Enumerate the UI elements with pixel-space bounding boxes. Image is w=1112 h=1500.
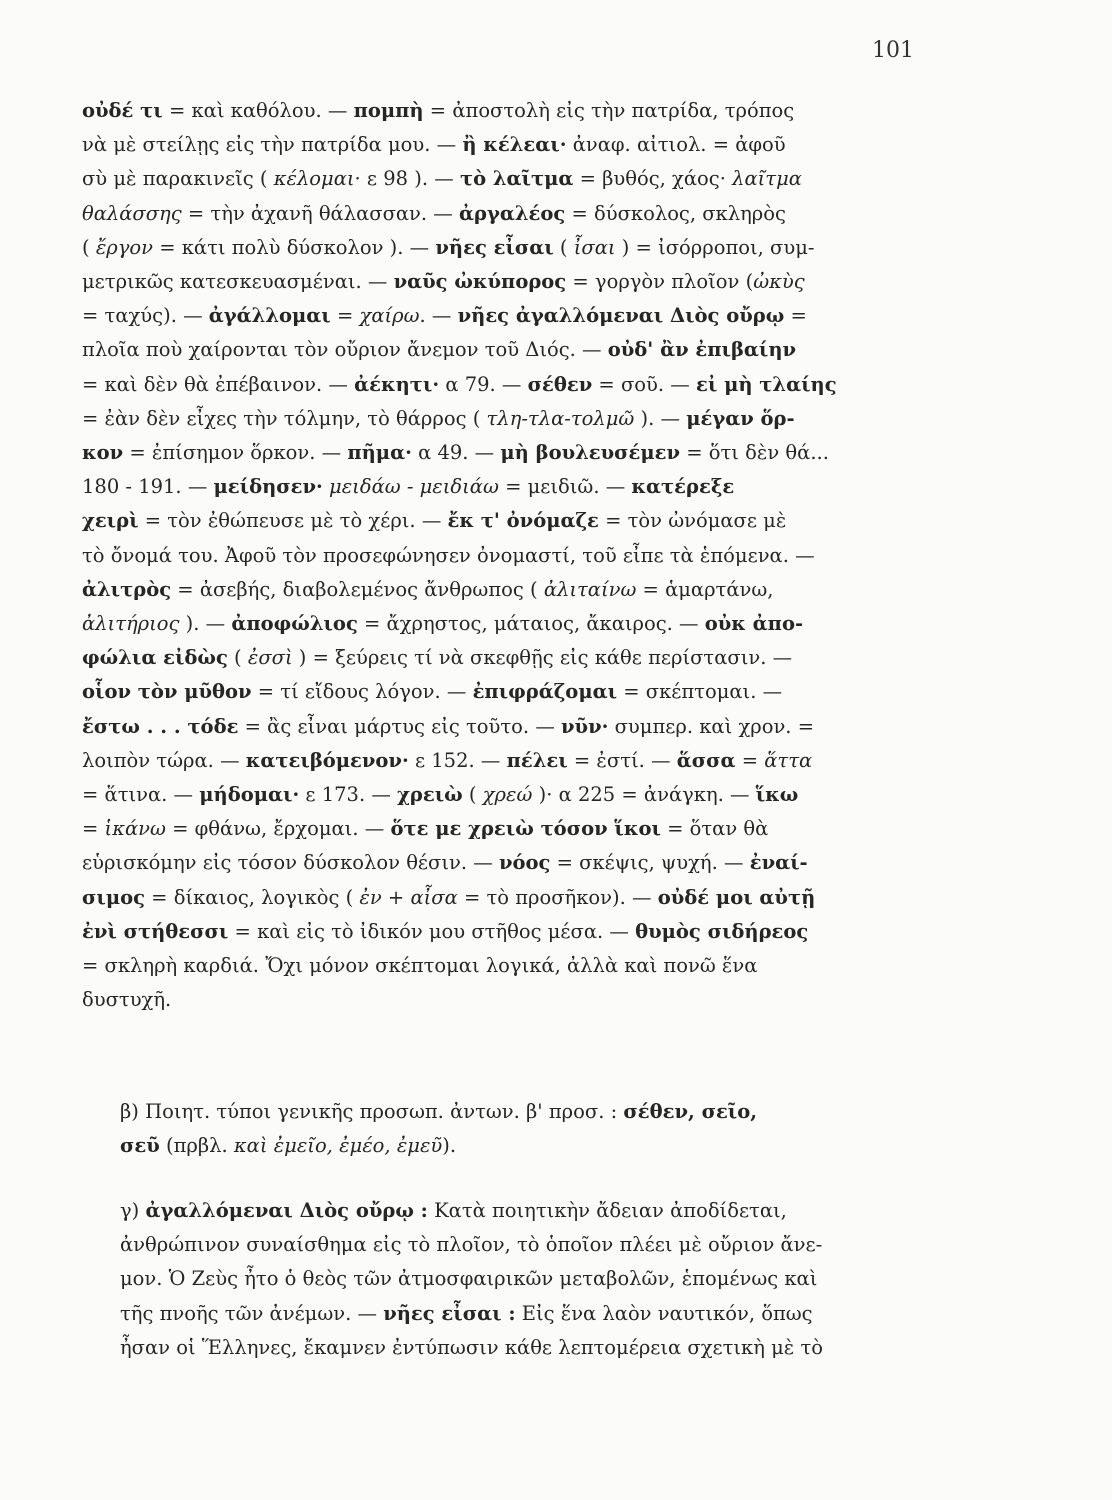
lemma: κατειβόμενον· [245,748,409,772]
commentary-paragraph [82,1194,924,1365]
text-line [82,470,924,504]
lemma: θυμὸς σιδήρεος [635,919,809,943]
text-run: γ) [120,1199,146,1222]
text-run: . — [419,304,458,328]
lemma: εἰ μὴ τλαίης [695,372,837,396]
lemma: μείδησεν· [213,475,323,499]
text-line [82,1194,924,1228]
text-run: ε 98 ). — [360,167,460,191]
lemma: ἔκ τ' ὀνόμαζε [447,509,599,533]
italic-text: ἔργον [95,235,153,259]
text-line [82,846,924,880]
lemma: φώλια εἰδὼς [82,646,228,670]
text-run: ἀνθρώπινον συναίσθημα εἰς τὸ πλοῖον, τὸ ὁποῖον πλέει μὲ οὔριον ἄνε- [120,1233,823,1257]
text-line [82,675,924,709]
lemma: μὴ βουλευσέμεν [500,441,681,465]
lemma: νῦν· [561,714,609,738]
text-run: ( [553,235,574,259]
text-run: = τί εἴδους λόγον. — [251,680,473,704]
text-line [82,1129,924,1163]
text-line [82,983,924,1017]
text-line [82,504,924,538]
text-line [82,1228,924,1262]
text-line [82,436,924,470]
text-line [82,812,924,846]
text-line [82,778,924,812]
lemma: ἅσσα [676,748,736,772]
text-run: = τὸν ὠνόμασε μὲ [598,509,787,533]
lemma: πῆμα· [347,441,412,465]
text-run: = [82,817,105,841]
text-run: = [735,748,765,772]
text-run: = ἀποστολὴ εἰς τὴν πατρίδα, τρόπος [423,99,795,122]
italic-text: ἱκάνω [104,817,166,841]
text-line [82,573,924,607]
text-run: = ἅτινα. — [82,783,200,807]
lemma: τὸ λαῖτμα [459,167,574,191]
text-line [82,710,924,744]
text-line [82,744,924,778]
italic-text: θαλάσσης [82,201,182,225]
text-run: = [330,304,360,328]
text-run: = ἀσεβής, διαβολεμένος ἄνθρωπος ( [171,577,544,601]
text-run: = ἂς εἶναι μάρτυς εἰς τοῦτο. — [238,714,562,738]
text-line [82,641,924,675]
lemma: πέλει [506,748,568,772]
text-run: = ἐὰν δὲν εἶχες τὴν τόλμην, τὸ θάρρος ( [82,406,487,430]
italic-text: ὠκὺς [753,270,805,294]
lemma: σέθεν [527,372,593,396]
text-run: ) = ξεύρεις τί νὰ σκεφθῇς εἰς κάθε περίστασιν. — [292,646,793,670]
text-run: λοιπὸν τώρα. — [82,748,246,772]
lemma: χειρὶ [82,509,139,533]
italic-text: ἐν + αἶσα [359,885,458,909]
text-run: = τὴν ἀχανῆ θάλασσαν. — [181,201,459,225]
italic-text: λαῖτμα [732,167,802,191]
text-run: = σκληρὴ καρδιά. Ὄχι μόνον σκέπτομαι λογικά, ἀλλὰ καὶ πονῶ ἕνα [82,954,758,978]
italic-text: χρεώ [482,783,533,807]
lemma: ὅτε με χρειὼ τόσον ἵκοι [390,817,661,841]
lemma: ἵκω [755,783,799,807]
italic-text: ἀλιτήριος [82,612,180,636]
text-run: = βυθός, χάος· [573,167,733,191]
text-run: = ἁμαρτάνω, [636,577,774,601]
text-run: = ταχύς). — [82,304,209,328]
text-run: ε 152. — [408,748,507,772]
text-run: ). [442,1134,457,1158]
text-line [82,607,924,641]
italic-text: μειδάω - μειδιάω [329,475,499,499]
lemma: ἀργαλέος [459,201,566,225]
text-run: μον. Ὁ Ζεὺς ἦτο ὁ θεὸς τῶν ἀτμοσφαιρικῶν μεταβολῶν, ἑπομένως καὶ [120,1267,818,1291]
text-run: δυστυχῆ. [82,988,172,1012]
lemma: ἢ κέλεαι· [462,133,567,157]
italic-text: κέλομαι· [273,167,361,191]
lemma: νῆες ἀγαλλόμεναι Διὸς οὔρῳ [457,304,785,328]
text-run: Κατὰ ποιητικὴν ἄδειαν ἀποδίδεται, [427,1199,787,1222]
lemma: οὐκ ἀπο- [704,612,804,636]
text-line [82,162,924,196]
lemma: σεῦ [120,1134,160,1158]
text-run: ). — [634,406,687,430]
text-run: α 79. — [439,372,528,396]
lemma: οὐδέ τι [82,99,163,122]
lemma: κατέρεξε [631,475,735,499]
italic-text: ἶσαι [573,235,616,259]
text-line [82,539,924,573]
lemma: νῆες εἶσαι [435,235,554,259]
lemma: ναῦς ὠκύπορος [393,270,567,294]
italic-text: ἐσσὶ [247,646,293,670]
italic-text: τλη-τλα-τολμῶ [486,406,635,430]
lemma: ἀλιτρὸς [82,577,172,601]
text-line [82,949,924,983]
lemma: οὐδ' ἂν ἐπιβαίην [607,338,797,362]
glossary-paragraph [82,94,924,1017]
text-run: ). — [179,612,232,636]
text-run: = κάτι πολὺ δύσκολον ). — [153,235,436,259]
lemma: σέθεν, σεῖο, [623,1100,758,1123]
text-run: = σκέψις, ψυχή. — [550,851,750,875]
text-run: (πρβλ. [159,1134,234,1158]
lemma: οἷον τὸν μῦθον [82,680,252,704]
text-run: = σκέπτομαι. — [617,680,783,704]
text-run: = σοῦ. — [592,372,696,396]
lemma: ἔστω . . . τόδε [82,714,239,738]
text-run: = ὅταν θὰ [660,817,769,841]
text-run: = δίκαιος, λογικὸς ( [144,885,360,909]
text-run: 180 - 191. — [82,475,214,499]
text-run: εὑρισκόμην εἰς τόσον δύσκολον θέσιν. — [82,851,499,875]
italic-text: καὶ ἐμεῖο, ἐμέο, ἐμεῦ [233,1134,443,1158]
text-run: τῆς πνοῆς τῶν ἀνέμων. — [120,1301,384,1325]
lemma: μήδομαι· [199,783,300,807]
text-run: ) = ἰσόρροποι, συμ- [615,235,815,259]
lemma: πομπὴ [353,99,424,122]
text-run: = καὶ εἰς τὸ ἰδικόν μου στῆθος μέσα. — [228,919,636,943]
lemma: ἐναί- [749,851,808,875]
lemma: χρειὼ [397,783,463,807]
lemma: ἀέκητι· [354,372,440,396]
text-line [82,1331,924,1365]
text-line [82,94,924,128]
text-line [82,231,924,265]
lemma: σιμος [82,885,145,909]
text-run: = ὅτι δὲν θά... [680,441,829,465]
text-line [82,1297,924,1331]
text-line [82,881,924,915]
text-line [82,915,924,949]
text-line [82,1262,924,1296]
text-run: ἀναφ. αἰτιολ. = ἀφοῦ [566,133,786,157]
text-line [82,265,924,299]
lemma: ἐπιφράζομαι [472,680,618,704]
text-run: ( [227,646,248,670]
text-run: = μειδιῶ. — [498,475,632,499]
text-run: β) Ποιητ. τύποι γενικῆς προσωπ. ἀντων. β' προσ. : [120,1100,624,1123]
lemma: νῆες εἶσαι : [383,1301,516,1325]
lemma: ἐνὶ στήθεσσι [82,919,229,943]
lemma: ἀποφώλιος [231,612,358,636]
lemma: νόος [498,851,551,875]
text-run: ( [82,235,96,259]
text-run: σὺ μὲ παρακινεῖς ( [82,167,274,191]
text-line [82,299,924,333]
italic-text: χαίρω [359,304,420,328]
text-run: = τὸ προσῆκον). — [457,885,658,909]
lemma: κον [82,441,124,465]
text-run: νὰ μὲ στείλῃς εἰς τὴν πατρίδα μου. — [82,133,463,157]
text-run: = γοργὸν πλοῖον ( [566,270,754,294]
genitive-forms-paragraph [82,1095,924,1163]
text-run: = δύσκολος, σκληρὸς [565,201,786,225]
text-line [82,402,924,436]
lemma: ἀγάλλομαι [208,304,331,328]
text-run: συμπερ. καὶ χρον. = [608,714,815,738]
page-number: 101 [872,38,914,63]
text-line [82,128,924,162]
text-line [82,368,924,402]
text-run: = καὶ καθόλου. — [162,99,354,122]
lemma: μέγαν ὅρ- [686,406,795,430]
text-run: = καὶ δὲν θὰ ἐπέβαινον. — [82,372,355,396]
italic-text: ἀλιταίνω [543,577,637,601]
text-run: = φθάνω, ἔρχομαι. — [165,817,391,841]
text-run: α 49. — [411,441,501,465]
text-line [82,333,924,367]
text-run: )· α 225 = ἀνάγκη. — [532,783,756,807]
text-run: Εἰς ἕνα λαὸν ναυτικόν, ὅπως [515,1301,813,1325]
text-line [82,1095,924,1129]
italic-text: ἅττα [764,748,813,772]
text-run: = ἐπίσημον ὅρκον. — [123,441,348,465]
text-run: ε 173. — [299,783,398,807]
text-run: πλοῖα ποὺ χαίρονται τὸν οὔριον ἄνεμον τοῦ Διός. — [82,338,608,362]
text-run: = ἐστί. — [567,748,677,772]
text-run: = τὸν ἐθώπευσε μὲ τὸ χέρι. — [138,509,448,533]
text-run: ἦσαν οἱ Ἕλληνες, ἔκαμνεν ἐντύπωσιν κάθε λεπτομέρεια σχετικὴ μὲ τὸ [120,1335,823,1359]
text-line [82,197,924,231]
text-run: = ἄχρηστος, μάταιος, ἄκαιρος. — [357,612,705,636]
text-run: τὸ ὄνομά του. Ἀφοῦ τὸν προσεφώνησεν ὀνομαστί, τοῦ εἶπε τὰ ἑπόμενα. — [82,543,815,567]
text-run: μετρικῶς κατεσκευασμέναι. — [82,270,394,294]
text-run: ( [462,783,483,807]
lemma: ἀγαλλόμεναι Διὸς οὔρῳ : [145,1199,428,1222]
lemma: οὐδέ μοι αὐτῇ [657,885,816,909]
text-run: = [784,304,807,328]
